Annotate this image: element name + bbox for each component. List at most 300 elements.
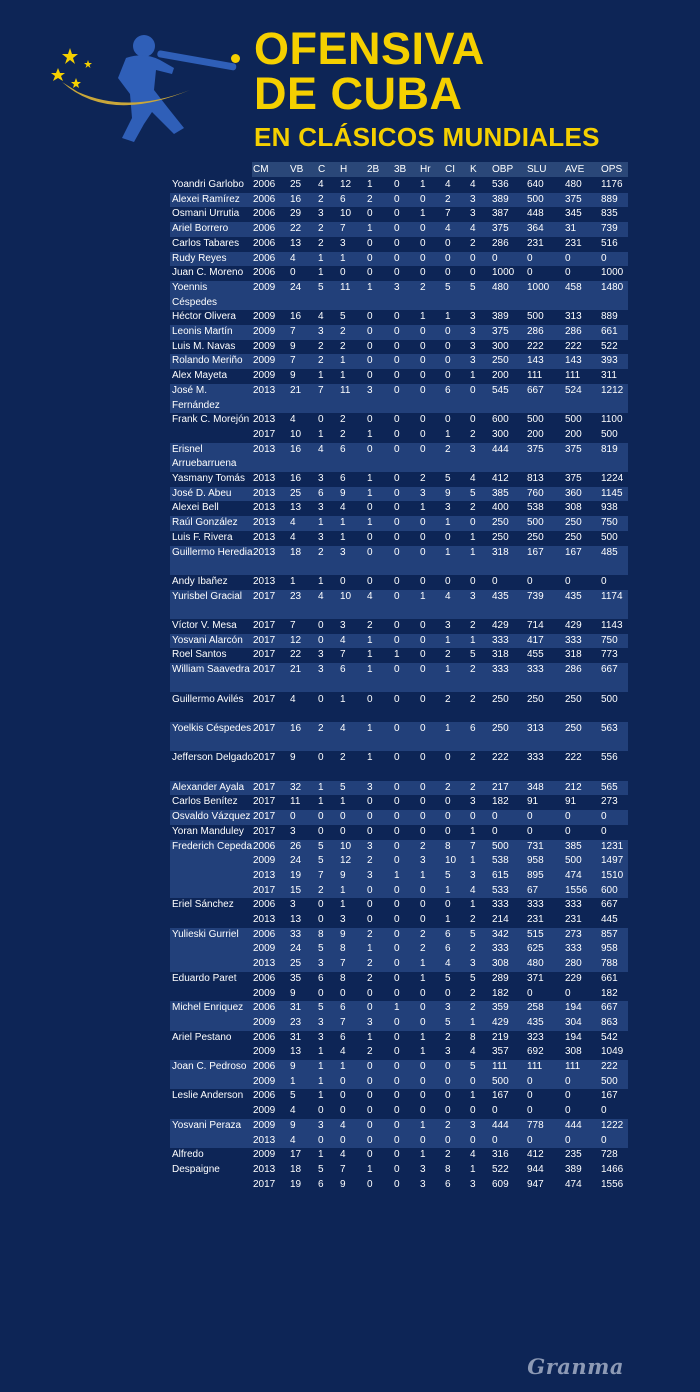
table-cell: 667: [601, 664, 618, 676]
table-cell: 333: [492, 943, 509, 955]
table-cell: 0: [420, 1105, 426, 1117]
table-cell: 0: [394, 620, 400, 631]
table-cell: 1: [340, 884, 346, 896]
table-cell: 667: [527, 384, 544, 396]
table-cell: 2006: [253, 972, 276, 984]
table-cell: 444: [492, 1119, 509, 1131]
table-cell: 0: [367, 355, 373, 367]
table-cell: 1: [470, 1163, 476, 1175]
table-cell: 0: [445, 1075, 451, 1087]
table-cell: 0: [318, 899, 324, 911]
table-cell: 333: [492, 899, 509, 911]
table-cell: 1: [318, 1061, 324, 1072]
table-cell: 286: [565, 664, 582, 676]
table-cell: 316: [492, 1149, 509, 1161]
column-header: K: [470, 164, 477, 175]
player-name: Luis M. Navas: [172, 340, 236, 352]
table-cell: 0: [492, 252, 498, 264]
table-cell: 348: [527, 781, 544, 793]
table-cell: 250: [492, 531, 509, 543]
table-cell: 33: [290, 928, 302, 940]
table-cell: 217: [492, 781, 509, 793]
table-cell: 1: [445, 311, 451, 323]
table-cell: 1: [470, 370, 476, 382]
table-cell: 2: [445, 649, 451, 661]
table-cell: 1: [420, 972, 426, 984]
table-cell: 1: [340, 252, 346, 264]
table-cell: 1: [290, 1075, 296, 1087]
table-cell: 3: [318, 649, 324, 661]
table-cell: 0: [394, 531, 400, 543]
table-cell: 2017: [253, 752, 276, 764]
table-cell: 143: [527, 355, 544, 367]
table-cell: 2: [420, 943, 426, 955]
table-cell: 819: [601, 443, 618, 455]
table-cell: 0: [394, 252, 400, 264]
table-cell: 0: [367, 208, 373, 220]
table-cell: 0: [565, 1105, 571, 1117]
table-cell: 6: [318, 487, 324, 499]
table-cell: 1: [318, 575, 324, 587]
table-cell: 0: [420, 752, 426, 764]
table-cell: 0: [565, 267, 571, 279]
table-cell: 0: [367, 1178, 373, 1190]
table-cell: 3: [420, 1178, 426, 1190]
table-cell: 5: [445, 1016, 451, 1028]
table-cell: 375: [492, 326, 509, 337]
table-cell: 4: [470, 884, 476, 896]
table-cell: 4: [290, 414, 296, 426]
table-cell: 0: [420, 237, 426, 249]
table-cell: 231: [565, 237, 582, 249]
table-cell: 250: [565, 693, 582, 705]
table-cell: 0: [420, 620, 426, 631]
table-cell: 0: [565, 987, 571, 999]
table-cell: 5: [318, 840, 324, 852]
table-cell: 2013: [253, 531, 276, 543]
table-cell: 3: [340, 237, 346, 249]
table-cell: 0: [470, 811, 476, 823]
table-cell: 5: [340, 311, 346, 323]
table-cell: 18: [290, 546, 302, 558]
table-cell: 0: [420, 546, 426, 558]
table-cell: 0: [420, 884, 426, 896]
table-cell: 250: [492, 693, 509, 705]
table-cell: 615: [492, 869, 509, 881]
table-cell: 235: [565, 1149, 582, 1161]
table-cell: 360: [565, 487, 582, 499]
table-cell: 0: [340, 267, 346, 279]
table-cell: 0: [394, 634, 400, 646]
table-cell: 0: [367, 252, 373, 264]
table-cell: 500: [565, 414, 582, 426]
table-cell: 0: [445, 575, 451, 587]
table-cell: 0: [318, 414, 324, 426]
table-cell: 357: [492, 1046, 509, 1058]
table-cell: 947: [527, 1178, 544, 1190]
baseball-logo: [48, 30, 248, 150]
table-cell: 0: [394, 590, 400, 602]
table-cell: 5: [340, 781, 346, 793]
table-cell: 10: [340, 590, 352, 602]
table-cell: 3: [318, 208, 324, 220]
table-cell: 0: [420, 1090, 426, 1102]
table-cell: 2009: [253, 943, 276, 955]
player-name: Leonis Martín: [172, 326, 233, 337]
table-cell: 4: [318, 590, 324, 602]
table-cell: 3: [470, 796, 476, 808]
table-cell: 0: [420, 634, 426, 646]
table-cell: 1: [420, 1149, 426, 1161]
table-cell: 231: [527, 237, 544, 249]
table-cell: 0: [394, 1090, 400, 1102]
table-cell: 3: [318, 473, 324, 484]
table-cell: 429: [492, 620, 509, 631]
table-cell: 250: [527, 693, 544, 705]
table-cell: 6: [445, 1178, 451, 1190]
player-name: William Saavedra: [172, 664, 250, 676]
table-cell: 1: [445, 546, 451, 558]
table-cell: 25: [290, 179, 302, 190]
table-cell: 0: [445, 825, 451, 837]
player-name: Eriel Sánchez: [172, 899, 234, 911]
table-cell: 0: [420, 223, 426, 235]
table-cell: 412: [527, 1149, 544, 1161]
table-cell: 0: [445, 1105, 451, 1117]
table-cell: 0: [340, 1134, 346, 1146]
table-cell: 728: [601, 1149, 618, 1161]
table-cell: 0: [367, 546, 373, 558]
table-cell: 0: [601, 252, 607, 264]
table-cell: 1: [445, 914, 451, 925]
table-cell: 0: [367, 340, 373, 352]
table-cell: 958: [601, 943, 618, 955]
table-cell: 4: [470, 179, 476, 190]
table-cell: 1: [318, 517, 324, 529]
table-cell: 0: [394, 1119, 400, 1131]
table-cell: 1: [420, 958, 426, 970]
table-cell: 474: [565, 869, 582, 881]
table-cell: 1: [420, 869, 426, 881]
table-cell: 2013: [253, 869, 276, 881]
table-cell: 516: [601, 237, 618, 249]
table-cell: 16: [290, 443, 302, 455]
table-cell: 1: [420, 502, 426, 514]
table-cell: 2017: [253, 1178, 276, 1190]
player-name: José M. Fernández: [172, 384, 220, 411]
table-cell: 1: [367, 179, 373, 190]
table-cell: 0: [394, 267, 400, 279]
table-cell: 1: [470, 1090, 476, 1102]
table-cell: 13: [290, 237, 302, 249]
table-cell: 1: [367, 281, 373, 293]
table-cell: 0: [445, 987, 451, 999]
table-cell: 222: [565, 340, 582, 352]
table-cell: 0: [394, 914, 400, 925]
table-cell: 1: [367, 722, 373, 734]
table-cell: 258: [527, 1002, 544, 1014]
table-cell: 318: [492, 649, 509, 661]
table-cell: 2: [340, 752, 346, 764]
table-cell: 1: [445, 517, 451, 529]
table-cell: 3: [470, 208, 476, 220]
table-cell: 3: [394, 281, 400, 293]
table-cell: 0: [318, 811, 324, 823]
table-cell: 445: [601, 914, 618, 925]
table-cell: 4: [445, 179, 451, 190]
table-cell: 0: [420, 370, 426, 382]
table-cell: 1: [445, 428, 451, 440]
table-cell: 2: [340, 414, 346, 426]
table-cell: 3: [470, 958, 476, 970]
table-cell: 2017: [253, 590, 276, 602]
table-cell: 0: [367, 796, 373, 808]
table-cell: 0: [367, 531, 373, 543]
table-cell: 0: [394, 517, 400, 529]
table-cell: 1: [420, 590, 426, 602]
table-cell: 1: [420, 1119, 426, 1131]
table-cell: 2013: [253, 487, 276, 499]
table-cell: 5: [318, 855, 324, 867]
table-cell: 111: [527, 1061, 543, 1072]
table-cell: 435: [527, 1016, 544, 1028]
table-cell: 0: [394, 972, 400, 984]
table-cell: 0: [420, 649, 426, 661]
table-cell: 16: [290, 193, 302, 205]
table-cell: 600: [601, 884, 618, 896]
table-cell: 342: [492, 928, 509, 940]
table-cell: 455: [527, 649, 544, 661]
table-cell: 308: [565, 502, 582, 514]
table-cell: 0: [367, 811, 373, 823]
table-cell: 750: [601, 634, 618, 646]
table-cell: 0: [367, 443, 373, 455]
table-cell: 231: [565, 914, 582, 925]
table-cell: 5: [445, 972, 451, 984]
player-name: Yoandri Garlobo: [172, 179, 244, 190]
table-cell: 389: [565, 1163, 582, 1175]
table-cell: 0: [420, 252, 426, 264]
table-cell: 1: [367, 1163, 373, 1175]
table-cell: 0: [394, 899, 400, 911]
table-cell: 2: [318, 722, 324, 734]
table-cell: 0: [367, 1075, 373, 1087]
table-cell: 4: [470, 1046, 476, 1058]
table-cell: 2006: [253, 179, 276, 190]
table-cell: 3: [318, 326, 324, 337]
table-cell: 2017: [253, 884, 276, 896]
table-cell: 250: [565, 517, 582, 529]
table-cell: 1224: [601, 473, 624, 484]
table-cell: 2009: [253, 987, 276, 999]
table-cell: 0: [367, 1002, 373, 1014]
table-cell: 2: [445, 693, 451, 705]
table-cell: 2013: [253, 914, 276, 925]
table-cell: 2017: [253, 722, 276, 734]
batter-icon: [118, 35, 237, 142]
table-cell: 1: [445, 664, 451, 676]
table-cell: 1: [340, 796, 346, 808]
table-cell: 4: [470, 473, 476, 484]
table-cell: 1: [394, 1002, 400, 1014]
table-cell: 0: [318, 620, 324, 631]
table-cell: 3: [340, 914, 346, 925]
table-cell: 3: [318, 664, 324, 676]
table-cell: 2009: [253, 1149, 276, 1161]
table-cell: 182: [601, 987, 618, 999]
table-cell: 2009: [253, 281, 276, 293]
table-cell: 0: [445, 252, 451, 264]
player-name: Yosvani Peraza: [172, 1119, 242, 1131]
table-cell: 2009: [253, 1119, 276, 1131]
table-cell: 2: [367, 855, 373, 867]
table-cell: 515: [527, 928, 544, 940]
table-cell: 9: [340, 928, 346, 940]
table-cell: 4: [340, 1046, 346, 1058]
player-name: Alfredo Despaigne: [172, 1149, 220, 1175]
table-cell: 2006: [253, 928, 276, 940]
table-cell: 5: [470, 487, 476, 499]
player-name: Yasmany Tomás: [172, 473, 245, 484]
table-cell: 167: [565, 546, 582, 558]
table-cell: 3: [290, 899, 296, 911]
table-cell: 0: [492, 825, 498, 837]
table-cell: 6: [318, 1178, 324, 1190]
table-cell: 308: [565, 1046, 582, 1058]
table-cell: 500: [601, 1075, 618, 1087]
table-cell: 0: [420, 914, 426, 925]
table-cell: 1: [340, 517, 346, 529]
table-cell: 0: [470, 1134, 476, 1146]
table-cell: 111: [527, 370, 543, 382]
table-cell: 3: [367, 840, 373, 852]
table-cell: 250: [492, 355, 509, 367]
table-cell: 0: [340, 987, 346, 999]
table-cell: 300: [492, 428, 509, 440]
table-cell: 2013: [253, 473, 276, 484]
table-cell: 12: [340, 855, 352, 867]
table-cell: 1145: [601, 487, 623, 499]
table-cell: 3: [445, 620, 451, 631]
table-cell: 304: [565, 1016, 582, 1028]
table-cell: 5: [470, 649, 476, 661]
table-cell: 4: [340, 1149, 346, 1161]
player-name: José D. Abeu: [172, 487, 232, 499]
table-cell: 625: [527, 943, 544, 955]
table-cell: 0: [420, 267, 426, 279]
table-cell: 1: [318, 1090, 324, 1102]
table-cell: 2006: [253, 1031, 276, 1043]
table-cell: 0: [420, 1134, 426, 1146]
player-name: Alex Mayeta: [172, 370, 228, 382]
player-name: Erisnel Arruebarruena: [172, 443, 237, 470]
table-cell: 212: [565, 781, 582, 793]
table-cell: 1176: [601, 179, 623, 190]
table-cell: 1: [367, 664, 373, 676]
table-cell: 345: [565, 208, 582, 220]
table-cell: 7: [340, 223, 346, 235]
table-cell: 4: [445, 590, 451, 602]
table-cell: 0: [470, 267, 476, 279]
table-cell: 2: [420, 928, 426, 940]
table-cell: 480: [527, 958, 544, 970]
table-cell: 167: [492, 1090, 509, 1102]
table-cell: 731: [527, 840, 544, 852]
table-cell: 6: [340, 1031, 346, 1043]
table-cell: 7: [340, 1016, 346, 1028]
table-cell: 444: [565, 1119, 582, 1131]
table-cell: 1466: [601, 1163, 624, 1175]
table-cell: 9: [340, 1178, 346, 1190]
table-cell: 0: [470, 1075, 476, 1087]
table-cell: 280: [565, 958, 582, 970]
table-cell: 760: [527, 487, 544, 499]
table-cell: 0: [394, 208, 400, 220]
table-cell: 500: [601, 531, 618, 543]
table-cell: 2: [367, 958, 373, 970]
table-cell: 542: [601, 1031, 618, 1043]
table-cell: 21: [290, 384, 302, 396]
player-name: Jefferson Delgado: [172, 752, 253, 764]
table-cell: 6: [318, 972, 324, 984]
table-cell: 4: [318, 311, 324, 323]
table-cell: 0: [527, 252, 533, 264]
table-cell: 387: [492, 208, 509, 220]
table-cell: 250: [492, 517, 509, 529]
table-cell: 1222: [601, 1119, 624, 1131]
table-cell: 0: [340, 811, 346, 823]
table-cell: 0: [367, 1090, 373, 1102]
table-cell: 0: [394, 1178, 400, 1190]
table-cell: 0: [527, 267, 533, 279]
table-cell: 609: [492, 1178, 509, 1190]
table-cell: 0: [394, 355, 400, 367]
table-cell: 0: [394, 311, 400, 323]
table-cell: 0: [394, 1163, 400, 1175]
table-cell: 26: [290, 840, 302, 852]
table-cell: 0: [445, 811, 451, 823]
table-cell: 0: [394, 223, 400, 235]
table-cell: 2017: [253, 825, 276, 837]
table-cell: 182: [492, 987, 509, 999]
table-cell: 250: [565, 531, 582, 543]
table-cell: 91: [565, 796, 577, 808]
table-cell: 273: [601, 796, 618, 808]
player-name: Alexander Ayala: [172, 781, 245, 793]
table-cell: 8: [340, 943, 346, 955]
table-cell: 0: [527, 987, 533, 999]
table-cell: 2017: [253, 428, 276, 440]
column-header: C: [318, 164, 326, 175]
table-cell: 13: [290, 1046, 302, 1058]
table-cell: 12: [290, 634, 302, 646]
table-cell: 2009: [253, 311, 276, 323]
table-cell: 2009: [253, 1046, 276, 1058]
table-cell: 1: [318, 796, 324, 808]
table-cell: 4: [340, 502, 346, 514]
table-cell: 0: [340, 825, 346, 837]
table-cell: 31: [290, 1031, 302, 1043]
table-cell: 5: [470, 1061, 476, 1072]
table-cell: 0: [394, 428, 400, 440]
table-cell: 194: [565, 1002, 582, 1014]
table-cell: 24: [290, 281, 302, 293]
table-cell: 1: [340, 370, 346, 382]
table-cell: 661: [601, 326, 618, 337]
table-cell: 0: [394, 884, 400, 896]
table-cell: 0: [394, 781, 400, 793]
table-cell: 393: [601, 355, 618, 367]
